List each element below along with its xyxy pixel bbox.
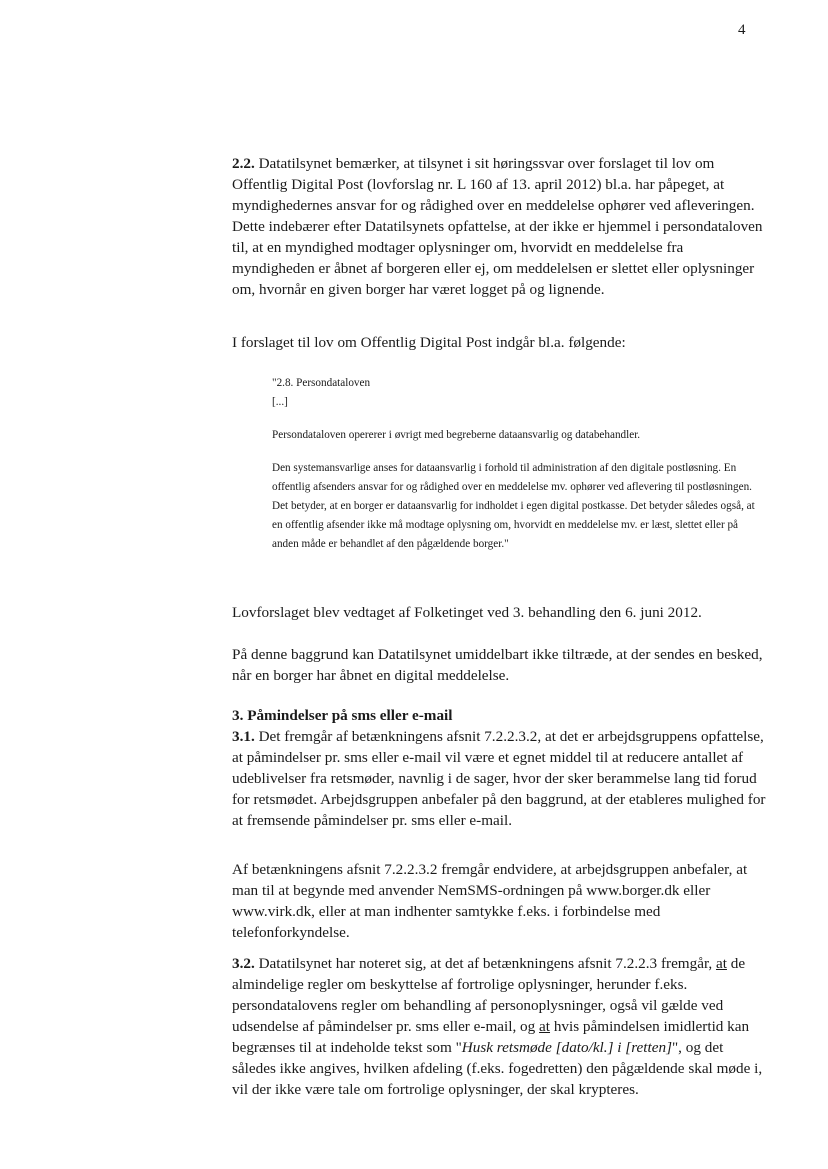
section-3 — [232, 705, 767, 831]
section-3-2-at-1: at — [716, 955, 727, 972]
section-2-2-text: Datatilsynet bemærker, at tilsynet i sit høringssvar over forslaget til lov om Offentlig Digital Post (lovforslag nr. L 160 af 13. april 2012) bl.a. har påpeget, at myndighedernes ansvar for og rådighed over en meddelelse ophører ved afleveringen. Dette indebærer efter Datatilsynets opfattelse, at der ikke er hjemmel i persondataloven til, at en myndighed modtager oplysninger om, hvorvidt en meddelelse fra myndigheden er åbnet af borgeren eller ej, om meddelelsen er slettet eller oplysninger om, hvornår en given borger har været logget på og lignende. — [232, 155, 763, 298]
quote-heading: "2.8. Persondataloven — [272, 377, 371, 389]
intro-text: I forslaget til lov om Offentlig Digital Post indgår bl.a. følgende: — [232, 334, 626, 351]
vedtaget-paragraph — [232, 602, 767, 623]
quote-ellipsis: [...] — [272, 396, 288, 408]
legal-quote — [272, 374, 758, 554]
section-3-2-text-d: ", og det således ikke angives, hvilken afdeling (f.eks. fogedretten) den pågældende skal møde i, vil der ikke være tale om fortrolige oplysninger, der skal krypteres. — [232, 1039, 763, 1098]
section-3-1-text: Det fremgår af betænkningens afsnit 7.2.2.3.2, at det er arbejdsgruppens opfattelse, at påmindelser pr. sms eller e-mail vil være et egnet middel til at reducere antallet af udeblivelser fra retsmøder, navnlig i de sager, hvor der sker berammelse lang tid forud for retsmødet. Arbejdsgruppen anbefaler på den baggrund, at der etableres mulighed for at fremsende påmindelser pr. sms eller e-mail. — [232, 728, 766, 829]
section-2-2-paragraph — [232, 153, 767, 300]
vedtaget-text: Lovforslaget blev vedtaget af Folketinget ved 3. behandling den 6. juni 2012. — [232, 604, 702, 621]
section-3-1-label: 3.1. — [232, 728, 255, 745]
section-3-heading: 3. Påmindelser på sms eller e-mail — [232, 707, 453, 724]
page-number: 4 — [738, 22, 746, 38]
section-3-2-text-a: Datatilsynet har noteret sig, at det af betænkningens afsnit 7.2.2.3 fremgår, — [258, 955, 713, 972]
intro-paragraph — [232, 332, 767, 353]
section-3-2-at-2: at — [539, 1018, 551, 1035]
section-3-2-text-c: hvis påmindelsen imidlertid kan begrænses til at indeholde tekst som " — [232, 1018, 750, 1056]
section-3-2-label: 3.2. — [232, 955, 255, 972]
section-2-2 — [232, 153, 767, 300]
section-3-p2 — [232, 859, 767, 943]
section-2-2-label: 2.2. — [232, 155, 255, 172]
quote-paragraph-2: Den systemansvarlige anses for dataansvarlig i forhold til administration af den digitale postløsning. En offentlig afsenders ansvar for og rådighed over en meddelelse mv. ophører ved aflevering til postløsningen. Det betyder, at en borger er dataansvarlig for indholdet i egen digital postkasse. Det betyder således også, at en offentlig afsender ikke må modtage oplysning om, hvorvidt en meddelelse mv. er læst, slettet eller på anden måde er behandlet af den pågældende borger." — [272, 462, 755, 550]
section-3-2-italic-quote: Husk retsmøde [dato/kl.] i [retten] — [461, 1039, 672, 1056]
section-3-2-text-b: de almindelige regler om beskyttelse af fortrolige oplysninger, herunder f.eks. persondatalovens regler om behandling af personoplysninger, også vil gælde ved udsendelse af påmindelser pr. sms eller e-mail, og — [232, 955, 746, 1035]
baggrund-paragraph — [232, 644, 767, 686]
baggrund-text: På denne baggrund kan Datatilsynet umiddelbart ikke tiltræde, at der sendes en besked, når en borger har åbnet en digital meddelelse. — [232, 646, 763, 684]
section-3-2-paragraph — [232, 953, 767, 1100]
quote-paragraph-1: Persondataloven opererer i øvrigt med begreberne dataansvarlig og databehandler. — [272, 429, 641, 441]
section-3-p2-text: Af betænkningens afsnit 7.2.2.3.2 fremgår endvidere, at arbejdsgruppen anbefaler, at man til at begynde med anvender NemSMS-ordningen på www.borger.dk eller www.virk.dk, eller at man indhenter samtykke f.eks. i forbindelse med telefonforkyndelse. — [232, 861, 748, 941]
section-3-2 — [232, 953, 767, 1100]
section-3-1-paragraph — [232, 726, 767, 831]
